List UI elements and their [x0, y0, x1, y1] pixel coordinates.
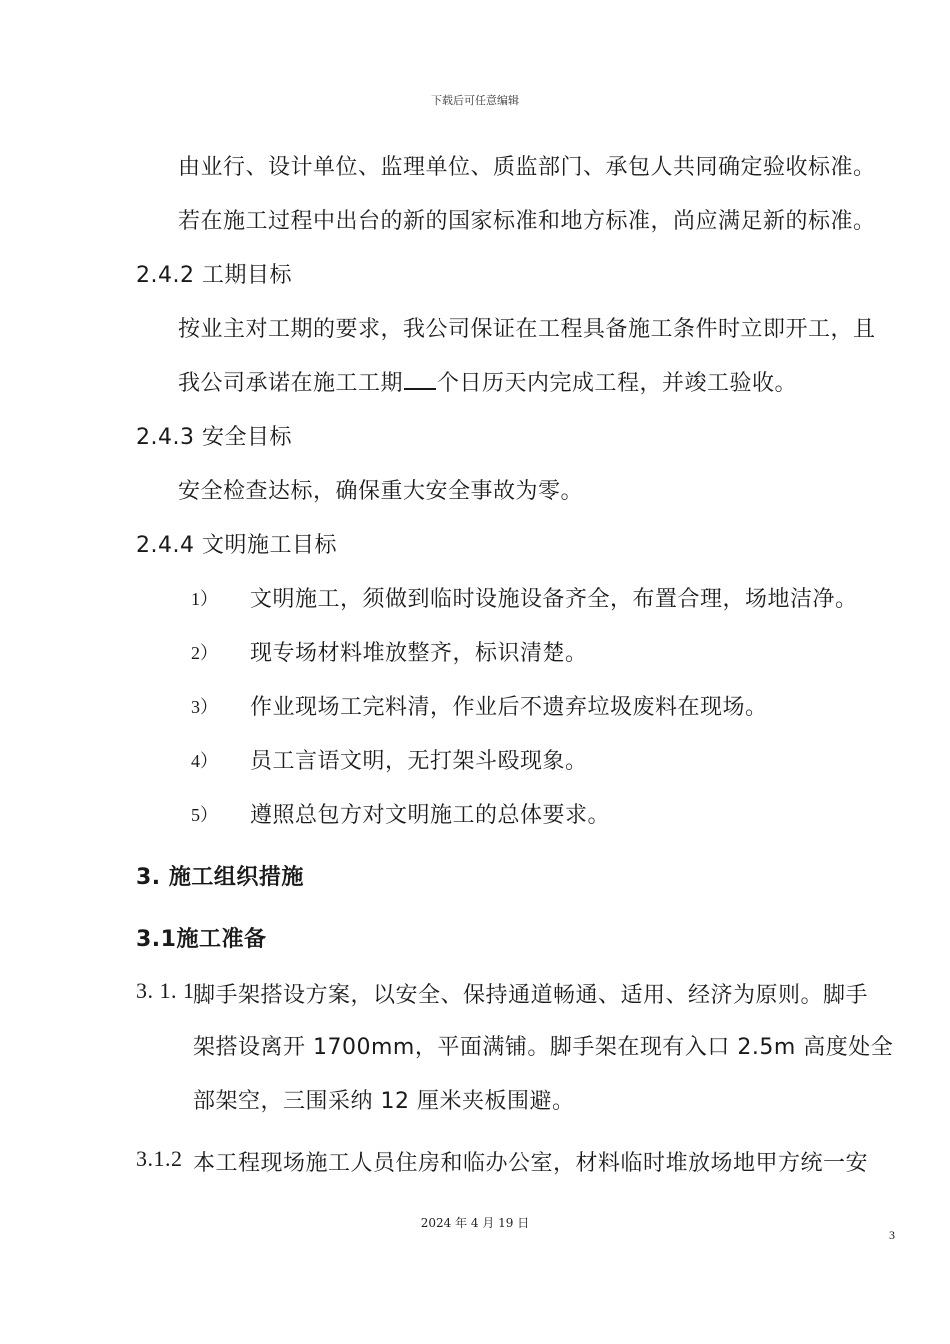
page-header-note: 下载后可任意编辑 [431, 94, 519, 107]
schedule-text-before: 我公司承诺在施工工期 [178, 371, 404, 396]
paragraph-acceptance-standard: 由业行、设计单位、监理单位、质监部门、承包人共同确定验收标准。 [178, 155, 876, 180]
list-item-text: 文明施工，须做到临时设施设备齐全，布置合理，场地洁净。 [250, 587, 858, 612]
paragraph-schedule-line1: 按业主对工期的要求，我公司保证在工程具备施工条件时立即开工，且 [178, 317, 876, 342]
heading-3-1: 3.1施工准备 [136, 927, 267, 952]
list-item-text: 作业现场工完料清，作业后不遗弃垃圾废料在现场。 [250, 695, 768, 720]
list-item-text: 遵照总包方对文明施工的总体要求。 [250, 803, 611, 828]
paragraph-number-3-1-1: 3. 1. 1 [136, 978, 195, 1003]
paragraph-schedule-line2 [178, 366, 797, 397]
list-item-text: 员工言语文明，无打架斗殴现象。 [250, 749, 588, 774]
heading-2-4-2: 2.4.2 工期目标 [136, 263, 292, 288]
paragraph-number-3-1-2: 3.1.2 [136, 1146, 183, 1171]
page-number: 3 [889, 1228, 895, 1242]
heading-2-4-4: 2.4.4 文明施工目标 [136, 533, 337, 558]
list-number: 2） [191, 643, 218, 663]
paragraph-new-standards: 若在施工过程中出台的新的国家标准和地方标准，尚应满足新的标准。 [178, 209, 876, 234]
list-item-text: 现专场材料堆放整齐，标识清楚。 [250, 641, 588, 666]
heading-section-3: 3. 施工组织措施 [136, 865, 304, 890]
heading-2-4-3: 2.4.3 安全目标 [136, 425, 292, 450]
list-number: 3） [191, 697, 218, 717]
schedule-text-after: 个日历天内完成工程，并竣工验收。 [437, 371, 798, 396]
footer-date: 2024 年 4 月 19 日 [420, 1216, 530, 1230]
blank-duration [404, 388, 436, 390]
list-number: 4） [191, 751, 218, 771]
paragraph-scaffold-line3: 部架空，三围采纳 12 厘米夹板围避。 [193, 1089, 575, 1114]
paragraph-safety-goal: 安全检查达标，确保重大安全事故为零。 [178, 479, 584, 504]
paragraph-housing-line1: 本工程现场施工人员住房和临办公室，材料临时堆放场地甲方统一安 [193, 1151, 869, 1176]
paragraph-scaffold-line1: 脚手架搭设方案，以安全、保持通道畅通、适用、经济为原则。脚手 [193, 983, 869, 1008]
list-number: 5） [191, 805, 218, 825]
list-number: 1） [191, 589, 218, 609]
paragraph-scaffold-line2: 架搭设离开 1700mm，平面满铺。脚手架在现有入口 2.5m 高度处全 [193, 1035, 894, 1060]
